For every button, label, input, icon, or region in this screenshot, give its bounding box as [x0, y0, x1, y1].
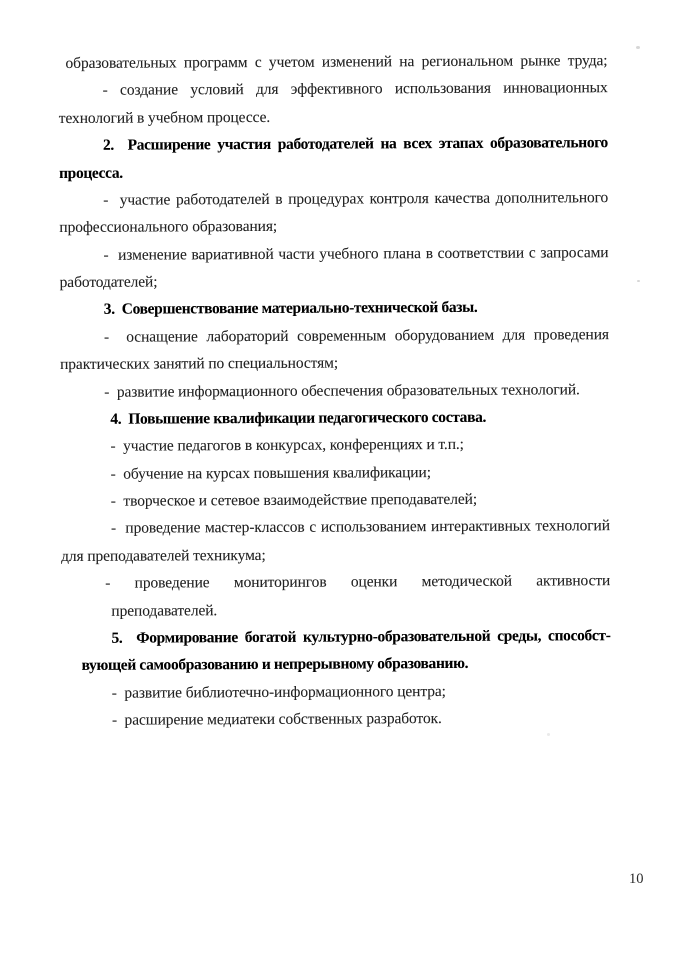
- text-line: - творческое и сетевое взаимодействие преподавателей;: [110, 490, 478, 510]
- scan-speck: [547, 733, 550, 736]
- page-number: 10: [629, 871, 644, 887]
- text-line: - создание условий для эффективного использования инновационных: [102, 79, 608, 100]
- text-line: 5. Формирование богатой культурно-образовательной среды, способст-: [111, 627, 611, 647]
- text-line: процесса.: [59, 164, 123, 182]
- text-line: 4. Повышение квалификации педагогического состава.: [110, 408, 487, 428]
- text-line: вующей самообразованию и непрерывному образованию.: [81, 655, 469, 675]
- text-line: технологий в учебном процессе.: [58, 108, 271, 127]
- text-line: 2. Расширение участия работодателей на всех этапах образовательного: [102, 134, 608, 154]
- text-line: - участие работодателей в процедурах контроля качества дополнительного: [103, 189, 609, 209]
- text-line: - обучение на курсах повышения квалификации;: [110, 463, 431, 483]
- text-line: - участие педагогов в конкурсах, конференциях и т.п.;: [110, 436, 464, 455]
- text-line: - изменение вариативной части учебного плана в соответствии с запросами: [103, 243, 609, 264]
- text-line: работодателей;: [59, 273, 158, 292]
- text-line: образовательных программ с учетом изменений на региональном рынке труда;: [65, 52, 608, 72]
- scan-speck: [637, 280, 640, 282]
- text-line: - развитие информационного обеспечения образовательных технологий.: [104, 380, 580, 401]
- text-line: - оснащение лабораторий современным оборудованием для проведения: [103, 325, 609, 346]
- text-line: преподавателей.: [111, 601, 218, 620]
- text-line: для преподавателей техникума;: [61, 546, 266, 565]
- document-content: [58, 47, 611, 734]
- text-line: профессионального образования;: [59, 218, 278, 237]
- text-line: 3. Совершенствование материально-технической базы.: [103, 299, 478, 319]
- text-line: практических занятий по специальностям;: [60, 354, 339, 374]
- text-line: - развитие библиотечно-информационного центра;: [111, 682, 446, 702]
- scan-speck: [636, 46, 640, 49]
- text-line: - проведение мониторингов оценки методической активности: [105, 572, 611, 592]
- text-line: - проведение мастер-классов с использованием интерактивных технологий: [110, 517, 610, 538]
- text-line: - расширение медиатеки собственных разработок.: [111, 710, 442, 729]
- text-lines: [58, 47, 611, 734]
